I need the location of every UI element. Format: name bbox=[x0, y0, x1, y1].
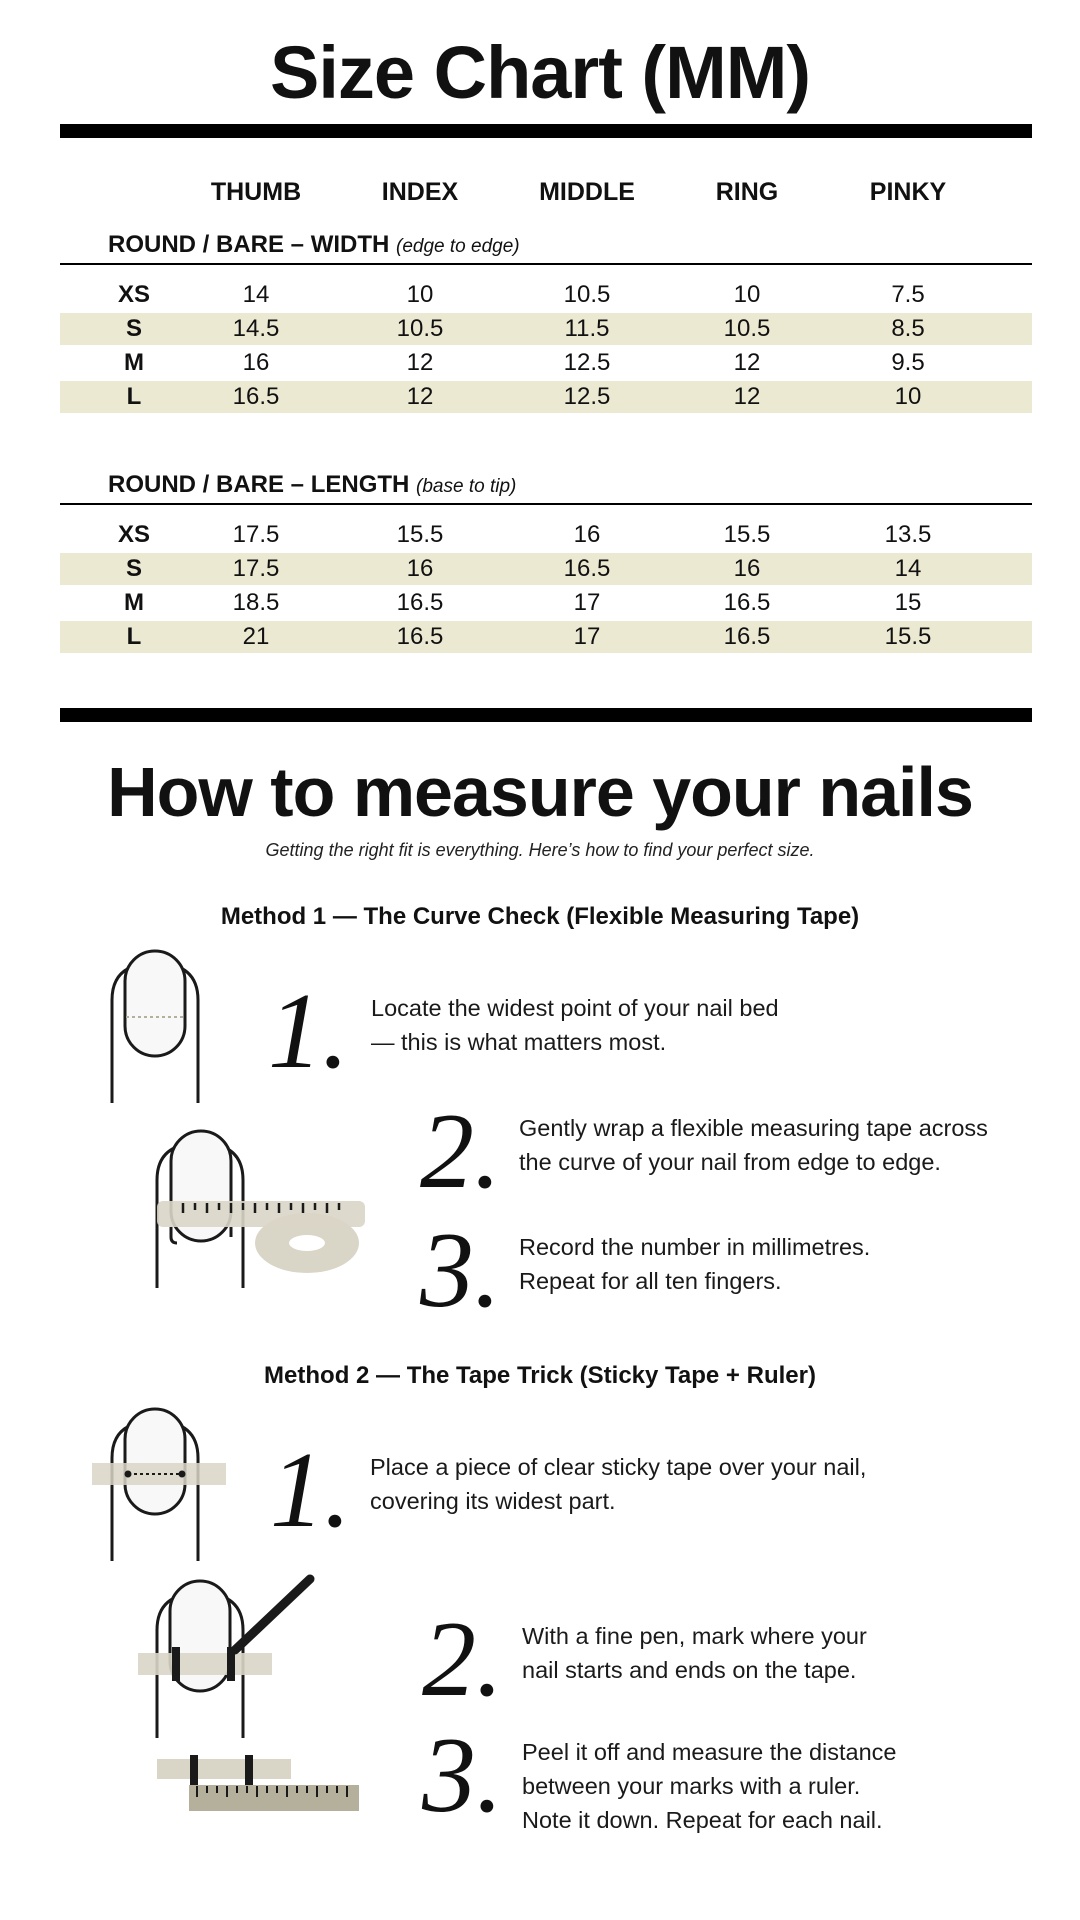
step-line: nail starts and ends on the tape. bbox=[522, 1657, 857, 1683]
table-cell: 14.5 bbox=[232, 315, 280, 342]
step-line: Gently wrap a flexible measuring tape across bbox=[519, 1115, 988, 1141]
step-line: Repeat for all ten fingers. bbox=[519, 1268, 782, 1294]
method1-step1-text bbox=[371, 991, 779, 1059]
table-cell: 10.5 bbox=[723, 315, 771, 342]
method2-step2-number: 2. bbox=[422, 1600, 503, 1719]
size-label: XS bbox=[117, 281, 150, 308]
method1-step1-number: 1. bbox=[268, 972, 349, 1091]
table-cell: 16 bbox=[733, 555, 761, 582]
table-cell: 17.5 bbox=[232, 521, 280, 548]
table-cell: 13.5 bbox=[884, 521, 932, 548]
method1-step3-number: 3. bbox=[420, 1211, 501, 1330]
step-line: covering its widest part. bbox=[370, 1488, 616, 1514]
table-cell: 11.5 bbox=[564, 315, 610, 342]
table-cell: 16.5 bbox=[396, 623, 444, 650]
col-pinky: PINKY bbox=[869, 178, 947, 206]
method1-step3-text bbox=[519, 1230, 870, 1298]
table-cell: 15.5 bbox=[396, 521, 444, 548]
table-cell: 17 bbox=[573, 623, 601, 650]
length-section-title bbox=[108, 471, 516, 499]
step-line: Record the number in millimetres. bbox=[519, 1234, 871, 1260]
table-cell: 14 bbox=[894, 555, 922, 582]
table-cell: 16 bbox=[242, 349, 270, 376]
top-divider bbox=[60, 124, 1032, 138]
col-thumb: THUMB bbox=[210, 178, 302, 206]
method2-step1-number: 1. bbox=[270, 1431, 351, 1550]
table-cell: 15.5 bbox=[723, 521, 771, 548]
guide-title: How to measure your nails bbox=[107, 753, 973, 831]
table-row bbox=[60, 519, 1032, 551]
length-section-note: (base to tip) bbox=[416, 476, 517, 497]
step-line: between your marks with a ruler. bbox=[522, 1773, 861, 1799]
table-row bbox=[60, 621, 1032, 653]
table-row bbox=[60, 381, 1032, 413]
table-cell: 16.5 bbox=[563, 555, 611, 582]
table-cell: 9.5 bbox=[891, 349, 925, 376]
table-cell: 15.5 bbox=[884, 623, 932, 650]
step-line: Note it down. Repeat for each nail. bbox=[522, 1807, 883, 1833]
table-row bbox=[60, 553, 1032, 585]
table-cell: 14 bbox=[242, 281, 270, 308]
size-label: S bbox=[125, 555, 142, 582]
table-cell: 7.5 bbox=[891, 281, 925, 308]
table-cell: 16 bbox=[406, 555, 434, 582]
table-cell: 10.5 bbox=[396, 315, 444, 342]
table-cell: 16.5 bbox=[232, 383, 280, 410]
length-section-label: ROUND / BARE – LENGTH bbox=[108, 471, 410, 498]
col-middle: MIDDLE bbox=[539, 178, 635, 206]
step-line: Locate the widest point of your nail bed bbox=[371, 995, 779, 1021]
table-row bbox=[60, 347, 1032, 379]
method1-step2-number: 2. bbox=[420, 1092, 501, 1211]
step-line: the curve of your nail from edge to edge. bbox=[519, 1149, 941, 1175]
table-cell: 8.5 bbox=[891, 315, 925, 342]
table-cell: 12 bbox=[406, 383, 434, 410]
finger-widest-point-icon bbox=[100, 945, 210, 1105]
width-section-label: ROUND / BARE – WIDTH bbox=[108, 231, 390, 258]
tape-on-ruler-icon bbox=[155, 1755, 365, 1815]
table-cell: 10 bbox=[733, 281, 761, 308]
table-cell: 10 bbox=[406, 281, 434, 308]
width-section-note: (edge to edge) bbox=[396, 236, 520, 257]
col-ring: RING bbox=[715, 178, 779, 206]
table-cell: 12.5 bbox=[563, 349, 611, 376]
size-label: M bbox=[124, 349, 144, 376]
size-label: M bbox=[124, 589, 144, 616]
size-label: L bbox=[126, 383, 142, 410]
method2-step2-text bbox=[522, 1619, 867, 1687]
size-label: S bbox=[125, 315, 142, 342]
finger-sticky-tape-icon bbox=[90, 1403, 230, 1563]
table-cell: 12 bbox=[733, 383, 761, 410]
size-label: XS bbox=[117, 521, 150, 548]
table-cell: 18.5 bbox=[232, 589, 280, 616]
step-line: Place a piece of clear sticky tape over your nail, bbox=[370, 1454, 867, 1480]
table-cell: 21 bbox=[242, 623, 270, 650]
guide-subtitle: Getting the right fit is everything. Here’s how to find your perfect size. bbox=[265, 840, 815, 860]
length-section-rule bbox=[60, 503, 1032, 505]
table-cell: 17 bbox=[573, 589, 601, 616]
table-cell: 16.5 bbox=[723, 589, 771, 616]
table-cell: 16 bbox=[573, 521, 601, 548]
step-line: With a fine pen, mark where your bbox=[522, 1623, 867, 1649]
size-label: L bbox=[126, 623, 142, 650]
method2-step1-text bbox=[370, 1450, 866, 1518]
table-cell: 15 bbox=[894, 589, 922, 616]
method1-step2-text bbox=[519, 1111, 988, 1179]
table-row bbox=[60, 587, 1032, 619]
method2-title: Method 2 — The Tape Trick (Sticky Tape + Ruler) bbox=[264, 1362, 816, 1389]
width-section-title bbox=[108, 231, 520, 259]
finger-pen-mark-icon bbox=[135, 1575, 325, 1740]
col-index: INDEX bbox=[381, 178, 459, 206]
table-cell: 17.5 bbox=[232, 555, 280, 582]
table-cell: 10.5 bbox=[563, 281, 611, 308]
step-line: Peel it off and measure the distance bbox=[522, 1739, 897, 1765]
table-cell: 10 bbox=[894, 383, 922, 410]
table-row bbox=[60, 313, 1032, 345]
method2-step3-number: 3. bbox=[422, 1716, 503, 1835]
table-cell: 12.5 bbox=[563, 383, 611, 410]
table-cell: 12 bbox=[406, 349, 434, 376]
table-cell: 16.5 bbox=[723, 623, 771, 650]
table-cell: 16.5 bbox=[396, 589, 444, 616]
bottom-divider bbox=[60, 708, 1032, 722]
table-cell: 12 bbox=[733, 349, 761, 376]
width-section-rule bbox=[60, 263, 1032, 265]
finger-measuring-tape-icon bbox=[145, 1125, 375, 1290]
method2-step3-text bbox=[522, 1735, 897, 1837]
size-chart-title: Size Chart (MM) bbox=[270, 31, 810, 114]
method1-title: Method 1 — The Curve Check (Flexible Measuring Tape) bbox=[220, 903, 860, 930]
table-row bbox=[60, 279, 1032, 311]
step-line: — this is what matters most. bbox=[371, 1029, 667, 1055]
